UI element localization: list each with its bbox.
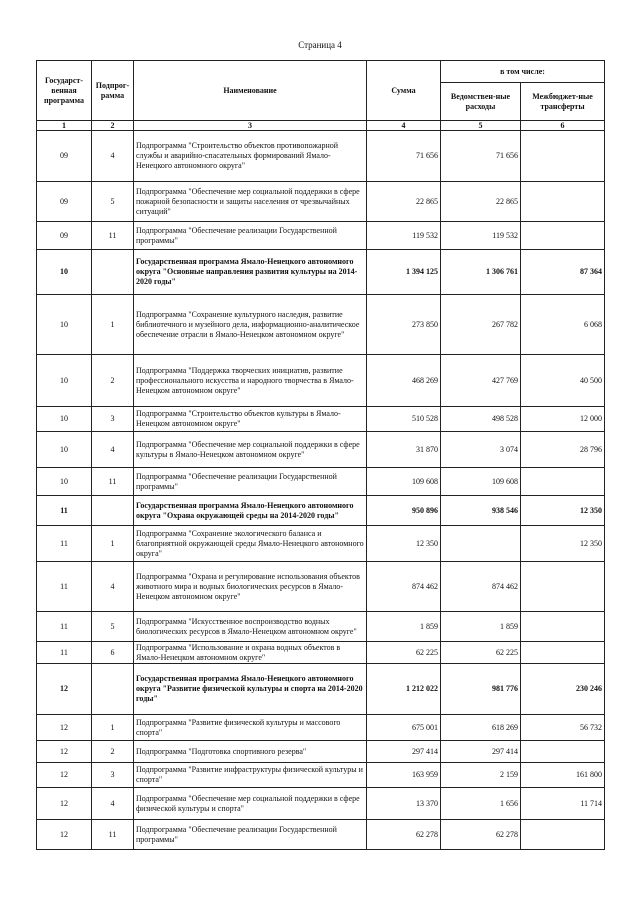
subprogram-row bbox=[37, 715, 605, 741]
sum-cell: 71 656 bbox=[367, 131, 441, 182]
header-sp: Подпрог-рамма bbox=[92, 61, 134, 121]
departmental-expenses-cell: 71 656 bbox=[441, 131, 521, 182]
sum-cell: 1 394 125 bbox=[367, 250, 441, 295]
subprogram-row bbox=[37, 562, 605, 612]
departmental-expenses-cell: 3 074 bbox=[441, 432, 521, 468]
subprogram-row bbox=[37, 355, 605, 407]
sum-cell: 163 959 bbox=[367, 763, 441, 788]
column-number: 5 bbox=[441, 121, 521, 131]
subprogram-code-cell: 1 bbox=[92, 295, 134, 355]
header-dept: Ведомствен-ные расходы bbox=[441, 83, 521, 121]
transfers-cell bbox=[521, 741, 605, 763]
transfers-cell bbox=[521, 468, 605, 496]
column-number: 6 bbox=[521, 121, 605, 131]
departmental-expenses-cell: 62 225 bbox=[441, 642, 521, 664]
name-cell: Подпрограмма "Строительство объектов культуры в Ямало-Ненецком автономном округе" bbox=[134, 407, 367, 432]
program-code-cell: 09 bbox=[37, 182, 92, 222]
sum-cell: 1 859 bbox=[367, 612, 441, 642]
transfers-cell: 28 796 bbox=[521, 432, 605, 468]
transfers-cell: 11 714 bbox=[521, 788, 605, 820]
subprogram-row bbox=[37, 820, 605, 850]
name-cell: Государственная программа Ямало-Ненецкого автономного округа "Основные направления развития культуры на 2014-2020 годы" bbox=[134, 250, 367, 295]
program-code-cell: 09 bbox=[37, 131, 92, 182]
subprogram-row bbox=[37, 788, 605, 820]
departmental-expenses-cell: 498 528 bbox=[441, 407, 521, 432]
program-code-cell: 10 bbox=[37, 432, 92, 468]
program-row bbox=[37, 664, 605, 715]
transfers-cell bbox=[521, 131, 605, 182]
column-number: 1 bbox=[37, 121, 92, 131]
departmental-expenses-cell: 2 159 bbox=[441, 763, 521, 788]
transfers-cell: 12 350 bbox=[521, 526, 605, 562]
name-cell: Подпрограмма "Развитие инфраструктуры физической культуры и спорта" bbox=[134, 763, 367, 788]
name-cell: Подпрограмма "Сохранение культурного наследия, развитие библиотечного и музейного дела, информационно-аналитическое обеспечение отрасли в Ямало-Ненецком автономном округе" bbox=[134, 295, 367, 355]
transfers-cell: 56 732 bbox=[521, 715, 605, 741]
column-number-row bbox=[37, 121, 605, 131]
subprogram-code-cell: 4 bbox=[92, 432, 134, 468]
subprogram-row bbox=[37, 182, 605, 222]
subprogram-row bbox=[37, 526, 605, 562]
sum-cell: 675 001 bbox=[367, 715, 441, 741]
name-cell: Подпрограмма "Обеспечение мер социальной поддержки в сфере пожарной безопасности и защиты населения от чрезвычайных ситуаций" bbox=[134, 182, 367, 222]
program-code-cell: 12 bbox=[37, 788, 92, 820]
subprogram-code-cell: 4 bbox=[92, 131, 134, 182]
subprogram-code-cell: 1 bbox=[92, 715, 134, 741]
program-code-cell: 10 bbox=[37, 250, 92, 295]
program-row bbox=[37, 496, 605, 526]
departmental-expenses-cell: 297 414 bbox=[441, 741, 521, 763]
program-code-cell: 09 bbox=[37, 222, 92, 250]
sum-cell: 13 370 bbox=[367, 788, 441, 820]
transfers-cell bbox=[521, 182, 605, 222]
budget-table bbox=[36, 60, 605, 850]
column-number: 4 bbox=[367, 121, 441, 131]
subprogram-code-cell: 5 bbox=[92, 182, 134, 222]
sum-cell: 109 608 bbox=[367, 468, 441, 496]
name-cell: Подпрограмма "Развитие физической культуры и массового спорта" bbox=[134, 715, 367, 741]
transfers-cell: 12 350 bbox=[521, 496, 605, 526]
program-code-cell: 12 bbox=[37, 741, 92, 763]
subprogram-code-cell: 4 bbox=[92, 788, 134, 820]
name-cell: Подпрограмма "Искусственное воспроизводство водных биологических ресурсов в Ямало-Ненецком автономном округе" bbox=[134, 612, 367, 642]
subprogram-code-cell: 3 bbox=[92, 407, 134, 432]
subprogram-code-cell: 2 bbox=[92, 355, 134, 407]
name-cell: Подпрограмма "Обеспечение мер социальной поддержки в сфере культуры в Ямало-Ненецком автономном округе" bbox=[134, 432, 367, 468]
departmental-expenses-cell: 62 278 bbox=[441, 820, 521, 850]
transfers-cell bbox=[521, 562, 605, 612]
departmental-expenses-cell: 22 865 bbox=[441, 182, 521, 222]
name-cell: Подпрограмма "Использование и охрана водных объектов в Ямало-Ненецком автономном округе" bbox=[134, 642, 367, 664]
subprogram-row bbox=[37, 407, 605, 432]
program-code-cell: 11 bbox=[37, 526, 92, 562]
sum-cell: 62 225 bbox=[367, 642, 441, 664]
sum-cell: 950 896 bbox=[367, 496, 441, 526]
sum-cell: 510 528 bbox=[367, 407, 441, 432]
transfers-cell: 230 246 bbox=[521, 664, 605, 715]
sum-cell: 273 850 bbox=[367, 295, 441, 355]
departmental-expenses-cell: 938 546 bbox=[441, 496, 521, 526]
transfers-cell: 6 068 bbox=[521, 295, 605, 355]
program-code-cell: 12 bbox=[37, 763, 92, 788]
sum-cell: 297 414 bbox=[367, 741, 441, 763]
transfers-cell: 87 364 bbox=[521, 250, 605, 295]
departmental-expenses-cell: 874 462 bbox=[441, 562, 521, 612]
program-code-cell: 12 bbox=[37, 715, 92, 741]
sum-cell: 12 350 bbox=[367, 526, 441, 562]
subprogram-row bbox=[37, 741, 605, 763]
name-cell: Подпрограмма "Сохранение экологического баланса и благоприятной окружающей среды Ямало-Ненецкого автономного округа" bbox=[134, 526, 367, 562]
sum-cell: 62 278 bbox=[367, 820, 441, 850]
subprogram-code-cell: 11 bbox=[92, 222, 134, 250]
program-code-cell: 11 bbox=[37, 642, 92, 664]
transfers-cell bbox=[521, 222, 605, 250]
subprogram-row bbox=[37, 295, 605, 355]
sum-cell: 874 462 bbox=[367, 562, 441, 612]
program-code-cell: 10 bbox=[37, 295, 92, 355]
name-cell: Подпрограмма "Обеспечение реализации Государственной программы" bbox=[134, 222, 367, 250]
name-cell: Подпрограмма "Строительство объектов противопожарной службы и аварийно-спасательных формирований Ямало-Ненецкого автономного округа" bbox=[134, 131, 367, 182]
transfers-cell bbox=[521, 820, 605, 850]
header-including: в том числе: bbox=[441, 61, 605, 83]
subprogram-row bbox=[37, 468, 605, 496]
name-cell: Государственная программа Ямало-Ненецкого автономного округа "Охрана окружающей среды на 2014-2020 годы" bbox=[134, 496, 367, 526]
departmental-expenses-cell: 981 776 bbox=[441, 664, 521, 715]
program-code-cell: 10 bbox=[37, 355, 92, 407]
subprogram-code-cell: 4 bbox=[92, 562, 134, 612]
name-cell: Государственная программа Ямало-Ненецкого автономного округа "Развитие физической культуры и спорта на 2014-2020 годы" bbox=[134, 664, 367, 715]
subprogram-code-cell: 2 bbox=[92, 741, 134, 763]
name-cell: Подпрограмма "Обеспечение реализации Государственной программы" bbox=[134, 820, 367, 850]
program-row bbox=[37, 250, 605, 295]
header-sum: Сумма bbox=[367, 61, 441, 121]
sum-cell: 31 870 bbox=[367, 432, 441, 468]
departmental-expenses-cell: 109 608 bbox=[441, 468, 521, 496]
subprogram-code-cell: 11 bbox=[92, 820, 134, 850]
program-code-cell: 10 bbox=[37, 468, 92, 496]
program-code-cell: 12 bbox=[37, 664, 92, 715]
program-code-cell: 12 bbox=[37, 820, 92, 850]
subprogram-code-cell: 5 bbox=[92, 612, 134, 642]
name-cell: Подпрограмма "Поддержка творческих инициатив, развитие профессионального искусства и народного творчества в Ямало-Ненецком автономном округе" bbox=[134, 355, 367, 407]
column-number: 3 bbox=[134, 121, 367, 131]
name-cell: Подпрограмма "Обеспечение мер социальной поддержки в сфере физической культуры и спорта" bbox=[134, 788, 367, 820]
name-cell: Подпрограмма "Подготовка спортивного резерва" bbox=[134, 741, 367, 763]
departmental-expenses-cell bbox=[441, 526, 521, 562]
departmental-expenses-cell: 119 532 bbox=[441, 222, 521, 250]
subprogram-row bbox=[37, 612, 605, 642]
program-code-cell: 10 bbox=[37, 407, 92, 432]
sum-cell: 22 865 bbox=[367, 182, 441, 222]
departmental-expenses-cell: 427 769 bbox=[441, 355, 521, 407]
header-gp: Государст-венная программа bbox=[37, 61, 92, 121]
subprogram-code-cell bbox=[92, 250, 134, 295]
page-title: Страница 4 bbox=[298, 40, 342, 50]
subprogram-row bbox=[37, 763, 605, 788]
program-code-cell: 11 bbox=[37, 496, 92, 526]
transfers-cell: 12 000 bbox=[521, 407, 605, 432]
transfers-cell bbox=[521, 612, 605, 642]
sum-cell: 119 532 bbox=[367, 222, 441, 250]
departmental-expenses-cell: 1 306 761 bbox=[441, 250, 521, 295]
sum-cell: 1 212 022 bbox=[367, 664, 441, 715]
program-code-cell: 11 bbox=[37, 612, 92, 642]
subprogram-row bbox=[37, 642, 605, 664]
transfers-cell: 40 500 bbox=[521, 355, 605, 407]
column-number: 2 bbox=[92, 121, 134, 131]
subprogram-row bbox=[37, 222, 605, 250]
name-cell: Подпрограмма "Охрана и регулирование использования объектов животного мира и водных биологических ресурсов в Ямало-Ненецком автономном округе" bbox=[134, 562, 367, 612]
subprogram-code-cell bbox=[92, 496, 134, 526]
sum-cell: 468 269 bbox=[367, 355, 441, 407]
subprogram-row bbox=[37, 131, 605, 182]
transfers-cell: 161 800 bbox=[521, 763, 605, 788]
departmental-expenses-cell: 618 269 bbox=[441, 715, 521, 741]
name-cell: Подпрограмма "Обеспечение реализации Государственной программы" bbox=[134, 468, 367, 496]
subprogram-code-cell: 6 bbox=[92, 642, 134, 664]
transfers-cell bbox=[521, 642, 605, 664]
subprogram-code-cell: 1 bbox=[92, 526, 134, 562]
subprogram-code-cell bbox=[92, 664, 134, 715]
program-code-cell: 11 bbox=[37, 562, 92, 612]
header-name: Наименование bbox=[134, 61, 367, 121]
departmental-expenses-cell: 267 782 bbox=[441, 295, 521, 355]
subprogram-code-cell: 3 bbox=[92, 763, 134, 788]
header-transfers: Межбюджет-ные трансферты bbox=[521, 83, 605, 121]
subprogram-code-cell: 11 bbox=[92, 468, 134, 496]
departmental-expenses-cell: 1 656 bbox=[441, 788, 521, 820]
subprogram-row bbox=[37, 432, 605, 468]
departmental-expenses-cell: 1 859 bbox=[441, 612, 521, 642]
